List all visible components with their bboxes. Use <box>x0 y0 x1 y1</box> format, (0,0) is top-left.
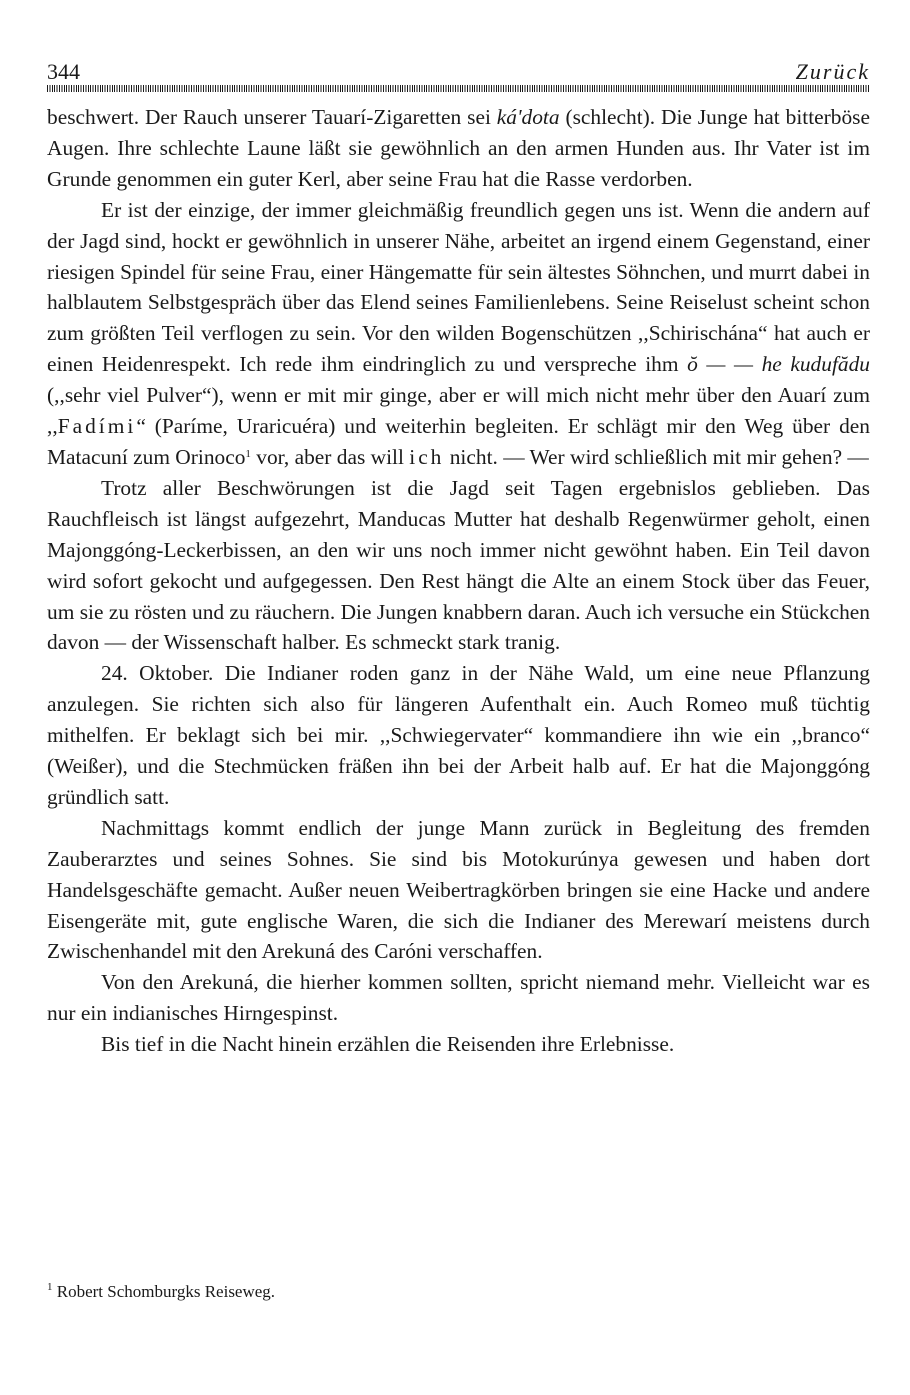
header-rule <box>47 85 870 92</box>
footnote-text: Robert Schomburgks Reiseweg. <box>56 1282 276 1301</box>
page-header <box>47 58 870 98</box>
footnote <box>47 1281 870 1303</box>
paragraph-5: Nachmittags kommt endlich der junge Mann zurück in Begleitung des fremden Zauberarztes und seines Sohnes. Sie sind bis Motokurúnya gewesen und haben dort Handelsgeschäfte gemacht. Außer neuen Weibertragkörben bringen sie eine Hacke und andere Eisengeräte mit, gute englische Waren, die sich die Indianer des Merewarí meistens durch Zwischenhandel mit den Arekuná des Caróni verschaffen. <box>47 815 870 964</box>
page-number: 344 <box>47 59 80 84</box>
paragraph-3: Trotz aller Beschwörungen ist die Jagd seit Tagen ergebnislos geblieben. Das Rauchfleisch ist längst aufgezehrt, Manducas Mutter hat deshalb Regenwürmer geholt, einen Majonggóng-Leckerbissen, an den wir uns noch immer nicht gewöhnt haben. Ein Teil davon wird sofort gekocht und aufgegessen. Den Rest hängt die Alte an einem Stock über das Feuer, um sie zu rösten und zu räuchern. Die Jungen knabbern daran. Auch ich versuche ein Stückchen davon — der Wissenschaft halber. Es schmeckt stark tranig. <box>47 475 870 655</box>
paragraph-1: beschwert. Der Rauch unserer Tauarí-Zigaretten sei ká'dota (schlecht). Die Junge hat bitterböse Augen. Ihre schlechte Laune läßt sie gewöhnlich an den armen Hunden aus. Ihr Vater ist im Grunde genommen ein guter Kerl, aber seine Frau hat die Rasse verdorben. <box>47 105 870 191</box>
paragraph-6: Von den Arekuná, die hierher kommen sollten, spricht niemand mehr. Vielleicht war es nur ein indianisches Hirngespinst. <box>47 970 870 1026</box>
footnote-marker: 1 <box>47 1281 53 1293</box>
paragraph-2: Er ist der einzige, der immer gleichmäßig freundlich gegen uns ist. Wenn die andern auf der Jagd sind, hockt er gewöhnlich in unserer Nähe, arbeitet an irgend einem Gegenstand, einer riesigen Spindel für seine Frau, einer Hängematte für sein ältestes Söhnchen, und murrt dabei in halblautem Selbstgespräch über das Elend seines Familienlebens. Seine Reiselust scheint schon zum größten Teil verflogen zu sein. Vor den wilden Bogenschützen ,,Schirischána“ hat auch er einen Heidenrespekt. Ich rede ihm eindringlich zu und verspreche ihm ŏ — — he kudufădu (,,sehr viel Pulver“), wenn er mit mir ginge, aber er will mich nicht mehr über den Auarí zum ,,Fadími“ (Paríme, Uraricuéra) und weiterhin begleiten. Er schlägt mir den Weg über den Matacuní zum Orinoco$^1$ vor, aber das will ich nicht. — Wer wird schließlich mit mir gehen? — <box>47 197 870 469</box>
running-head: Zurück <box>795 59 870 84</box>
footnote-ref: 1 <box>245 447 251 460</box>
spaced-term: ich <box>409 444 445 469</box>
italic-term: ká'dota <box>496 105 560 129</box>
spaced-term: Fadími <box>57 414 137 439</box>
italic-term: ŏ — — he kudufădu <box>687 352 870 377</box>
paragraph-4: 24. Oktober. Die Indianer roden ganz in der Nähe Wald, um eine neue Pflanzung anzulegen. Sie richten sich also für längeren Aufenthalt ein. Auch Romeo muß tüchtig mithelfen. Er beklagt sich bei mir. ,,Schwiegervater“ kommandiere ihn wie ein ,,branco“ (Weißer), und die Stechmücken fräßen ihn bei der Arbeit halb auf. Er hat die Majonggóng gründlich satt. <box>47 661 870 809</box>
body-text <box>47 102 870 1060</box>
paragraph-7: Bis tief in die Nacht hinein erzählen die Reisenden ihre Erlebnisse. <box>101 1032 675 1057</box>
